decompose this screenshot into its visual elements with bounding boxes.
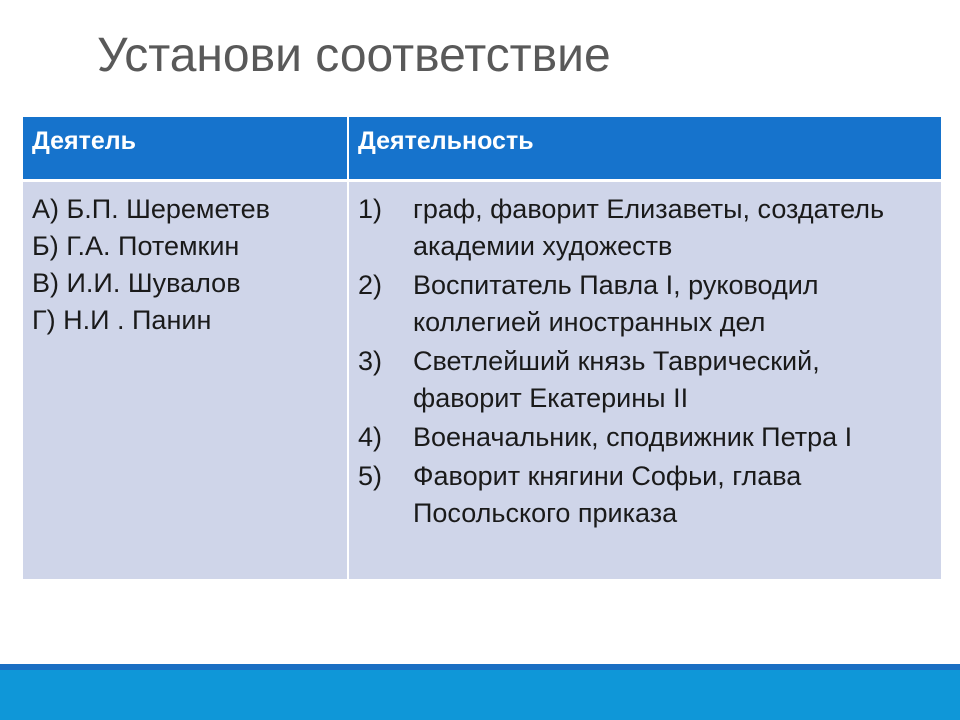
slide-title: Установи соответствие — [97, 29, 611, 82]
table-header-row — [23, 117, 941, 180]
activity-number: 2) — [358, 269, 383, 300]
activities-cell — [348, 180, 941, 579]
activity-text: Военачальник, сподвижник Петра I — [413, 421, 853, 452]
person-g: Г) Н.И . Панин — [32, 304, 212, 335]
footer-bar — [0, 664, 960, 720]
activity-number: 1) — [358, 193, 383, 224]
activity-number: 4) — [358, 421, 383, 452]
activity-list — [358, 191, 932, 532]
activity-number: 3) — [358, 345, 383, 376]
person-v: В) И.И. Шувалов — [32, 267, 241, 298]
person-b: Б) Г.А. Потемкин — [32, 230, 240, 261]
person-a: А) Б.П. Шереметев — [32, 193, 271, 224]
header-activity: Деятельность — [348, 117, 941, 180]
activity-number: 5) — [358, 460, 383, 491]
header-person: Деятель — [23, 117, 348, 180]
matching-table — [23, 117, 941, 579]
activity-text: Воспитатель Павла I, руководил коллегией иностранных дел — [413, 269, 819, 337]
activity-text: Светлейший князь Таврический, фаворит Екатерины II — [413, 345, 820, 413]
activity-item-5 — [358, 458, 932, 532]
activity-item-3 — [358, 343, 932, 417]
activity-item-1 — [358, 191, 932, 265]
table-body-row — [23, 180, 941, 579]
activity-item-4 — [358, 419, 932, 456]
activity-item-2 — [358, 267, 932, 341]
activity-text: граф, фаворит Елизаветы, создатель академии художеств — [413, 193, 885, 261]
people-cell — [23, 180, 348, 579]
activity-text: Фаворит княгини Софьи, глава Посольского приказа — [413, 460, 802, 528]
